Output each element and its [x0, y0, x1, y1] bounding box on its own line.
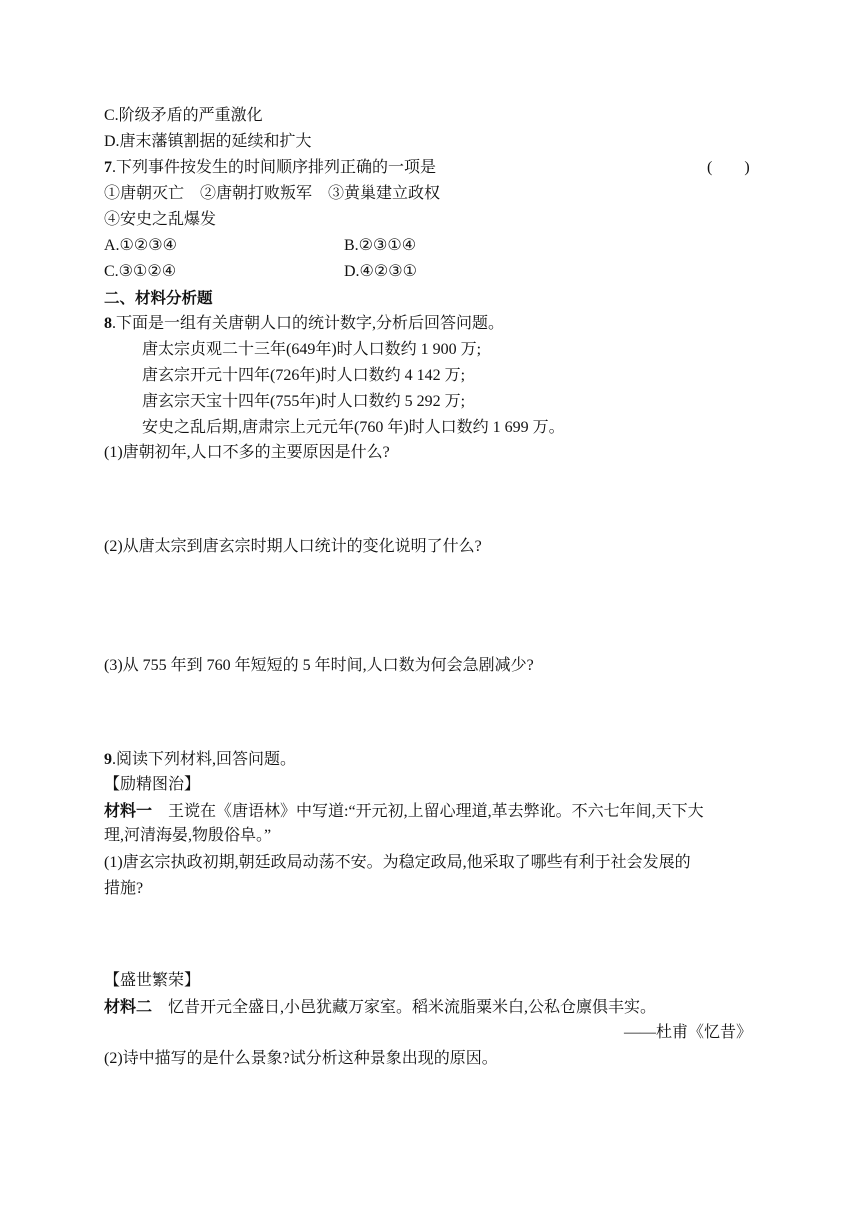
question-7-stem	[104, 157, 436, 179]
answer-parentheses: ( )	[707, 159, 750, 176]
option-row-cd	[104, 261, 417, 283]
question-8-sub-1: (1)唐朝初年,人口不多的主要原因是什么?	[104, 444, 390, 461]
question-9-sub-1-line-1: (1)唐玄宗执政初期,朝廷政局动荡不安。为稳定政局,他采取了哪些有利于社会发展的	[104, 854, 691, 871]
question-8-text: .下面是一组有关唐朝人口的统计数字,分析后回答问题。	[112, 315, 505, 332]
option-7d: D.④②③①	[344, 263, 417, 280]
material-2-label: 材料二	[104, 997, 153, 1016]
option-row-ab	[104, 235, 417, 257]
material-1-line-2: 理,河清海晏,物殷俗阜。”	[104, 827, 272, 844]
question-9-sub-1-line-2: 措施?	[104, 880, 144, 897]
material-2-text: 忆昔开元全盛日,小邑犹藏万家室。稻米流脂粟米白,公私仓廪俱丰实。	[152, 999, 657, 1016]
material-1-line-1	[104, 800, 704, 823]
question-8-number: 8	[104, 315, 112, 332]
material-heading-2: 【盛世繁荣】	[104, 972, 201, 989]
option-6d: D.唐末藩镇割据的延续和扩大	[104, 133, 312, 150]
question-8-sub-2: (2)从唐太宗到唐玄宗时期人口统计的变化说明了什么?	[104, 538, 482, 555]
material-2-line	[104, 996, 656, 1019]
population-data-4: 安史之乱后期,唐肃宗上元元年(760 年)时人口数约 1 699 万。	[142, 419, 565, 436]
question-9-number: 9	[104, 751, 112, 768]
question-8-stem	[104, 313, 504, 335]
population-data-1: 唐太宗贞观二十三年(649年)时人口数约 1 900 万;	[142, 341, 482, 358]
question-7-events-1: ①唐朝灭亡 ②唐朝打败叛军 ③黄巢建立政权	[104, 185, 441, 202]
population-data-2: 唐玄宗开元十四年(726年)时人口数约 4 142 万;	[142, 367, 466, 384]
material-heading-1: 【励精图治】	[104, 776, 201, 793]
material-2-source: ——杜甫《忆昔》	[623, 1024, 752, 1041]
material-1-text: 王谠在《唐语林》中写道:“开元初,上留心理道,革去弊讹。不六七年间,天下大	[152, 803, 704, 820]
question-9-text: .阅读下列材料,回答问题。	[112, 751, 297, 768]
material-1-label: 材料一	[104, 801, 153, 820]
section-heading: 二、材料分析题	[104, 289, 213, 307]
question-7-number: 7	[104, 159, 112, 176]
question-9-stem	[104, 749, 296, 771]
option-7c: C.③①②④	[104, 263, 177, 280]
option-7a: A.①②③④	[104, 237, 177, 254]
population-data-3: 唐玄宗天宝十四年(755年)时人口数约 5 292 万;	[142, 393, 466, 410]
option-7b: B.②③①④	[344, 237, 417, 254]
question-7-text: .下列事件按发生的时间顺序排列正确的一项是	[112, 159, 437, 176]
question-8-sub-3: (3)从 755 年到 760 年短短的 5 年时间,人口数为何会急剧减少?	[104, 657, 534, 674]
question-7-events-2: ④安史之乱爆发	[104, 211, 217, 228]
question-9-sub-2: (2)诗中描写的是什么景象?试分析这种景象出现的原因。	[104, 1050, 498, 1067]
option-6c: C.阶级矛盾的严重激化	[104, 107, 263, 124]
